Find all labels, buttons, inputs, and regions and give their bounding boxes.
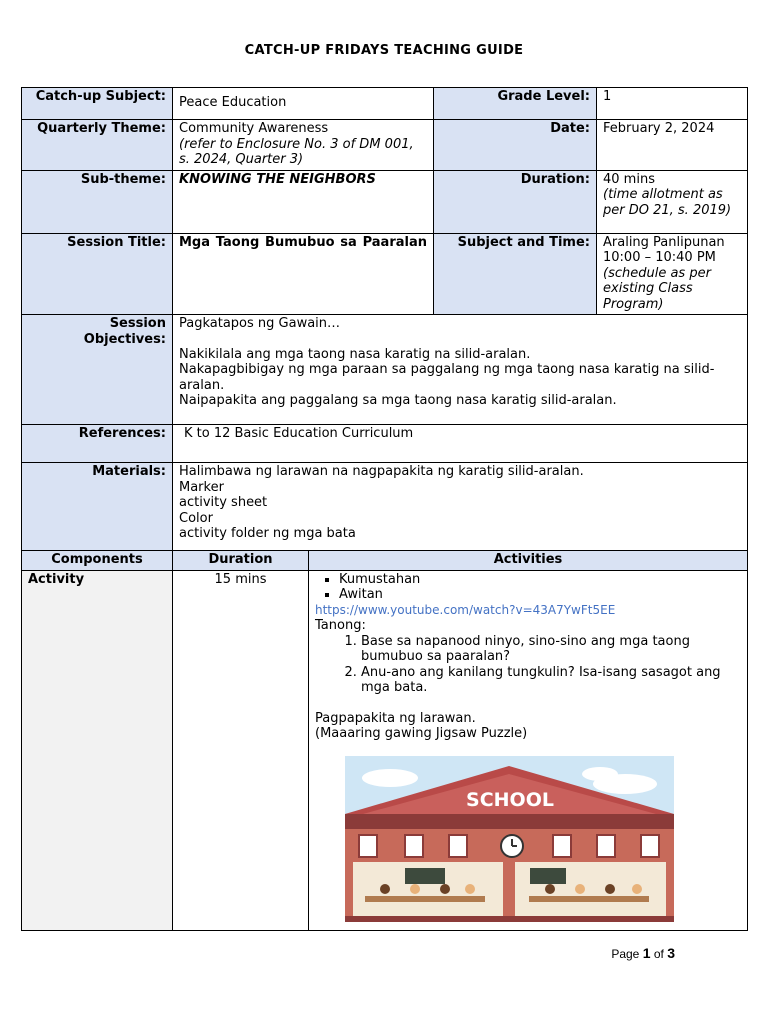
subtheme-value: KNOWING THE NEIGHBORS	[173, 170, 434, 233]
material-item: activity sheet	[179, 495, 268, 510]
materials-cell	[173, 463, 748, 557]
activity-duration: 15 mins	[173, 570, 309, 930]
bullet-awitan: ▪ Awitan	[339, 587, 741, 603]
footer-of-word: of	[653, 947, 664, 961]
question-item: 1. Base sa napanood ninyo, sino-sino ang mga taong bumubuo sa paaralan?	[361, 634, 741, 665]
grade-label: Grade Level:	[434, 88, 597, 120]
material-item: Color	[179, 510, 213, 526]
objectives-intro: Pagkatapos ng Gawain…	[179, 316, 341, 331]
objectives-cell	[173, 315, 748, 425]
page-footer	[611, 945, 675, 961]
material-item: activity folder ng mga bata	[179, 526, 356, 541]
school-sign-text: SCHOOL	[466, 788, 554, 811]
objectives-label: Session Objectives:	[22, 315, 173, 425]
components-table	[21, 550, 748, 931]
theme-value: Community Awareness	[179, 121, 329, 136]
activities-header: Activities	[309, 551, 748, 571]
subject-value: Peace Education	[173, 88, 434, 120]
duration-note: (time allotment as per DO 21, s. 2019)	[603, 187, 732, 218]
picture-line: Pagpapakita ng larawan.	[315, 710, 476, 726]
subject-time-subject: Araling Panlipunan	[603, 234, 725, 250]
subject-time-cell	[597, 233, 748, 315]
footer-page-num: 1	[642, 945, 651, 961]
tanong-label: Tanong:	[315, 618, 366, 633]
school-illustration	[345, 756, 741, 927]
subject-label: Catch-up Subject:	[22, 88, 173, 120]
duration-value: 40 mins	[603, 171, 655, 187]
theme-label: Quarterly Theme:	[22, 120, 173, 171]
objective-item: Naipapakita ang paggalang sa mga taong nasa karatig silid-aralan.	[179, 393, 617, 408]
picture-note: (Maaaring gawing Jigsaw Puzzle)	[315, 726, 528, 741]
footer-page-total: 3	[667, 945, 675, 961]
youtube-link[interactable]: https://www.youtube.com/watch?v=43A7YwFt5EE	[315, 602, 616, 617]
activity-bullets	[315, 572, 741, 603]
duration-label: Duration:	[434, 170, 597, 233]
date-value: February 2, 2024	[597, 120, 748, 171]
session-title-label: Session Title:	[22, 233, 173, 315]
materials-label: Materials:	[22, 463, 173, 557]
subject-time-label: Subject and Time:	[434, 233, 597, 315]
grade-value: 1	[597, 88, 748, 120]
objective-item: Nakapagbibigay ng mga paraan sa paggalang ng mga taong nasa karatig na silid-aralan.	[179, 362, 715, 393]
session-title-value: Mga Taong Bumubuo sa Paaralan	[173, 233, 434, 315]
subtheme-label: Sub-theme:	[22, 170, 173, 233]
theme-cell	[173, 120, 434, 171]
activity-component: Activity	[22, 570, 173, 930]
question-item: 2. Anu-ano ang kanilang tungkulin? Isa-isang sasagot ang mga bata.	[361, 665, 741, 696]
duration-cell	[597, 170, 748, 233]
theme-note: (refer to Enclosure No. 3 of DM 001, s. 2024, Quarter 3)	[179, 136, 414, 167]
activity-cell	[309, 570, 748, 930]
date-label: Date:	[434, 120, 597, 171]
session-info-table	[21, 87, 748, 557]
material-item: Marker	[179, 479, 224, 495]
bullet-kumustahan: ▪ Kumustahan	[339, 572, 741, 588]
subject-time-note: (schedule as per existing Class Program)	[603, 265, 711, 312]
document-title: CATCH-UP FRIDAYS TEACHING GUIDE	[244, 43, 524, 58]
references-value: K to 12 Basic Education Curriculum	[173, 425, 748, 463]
material-item: Halimbawa ng larawan na nagpapakita ng karatig silid-aralan.	[179, 464, 584, 479]
subject-time-time: 10:00 – 10:40 PM	[603, 250, 716, 265]
question-list	[315, 634, 741, 696]
footer-page-word: Page	[611, 947, 640, 961]
duration-header: Duration	[173, 551, 309, 571]
school-image	[345, 756, 674, 922]
components-header: Components	[22, 551, 173, 571]
references-label: References:	[22, 425, 173, 463]
objective-item: Nakikilala ang mga taong nasa karatig na silid-aralan.	[179, 346, 531, 362]
